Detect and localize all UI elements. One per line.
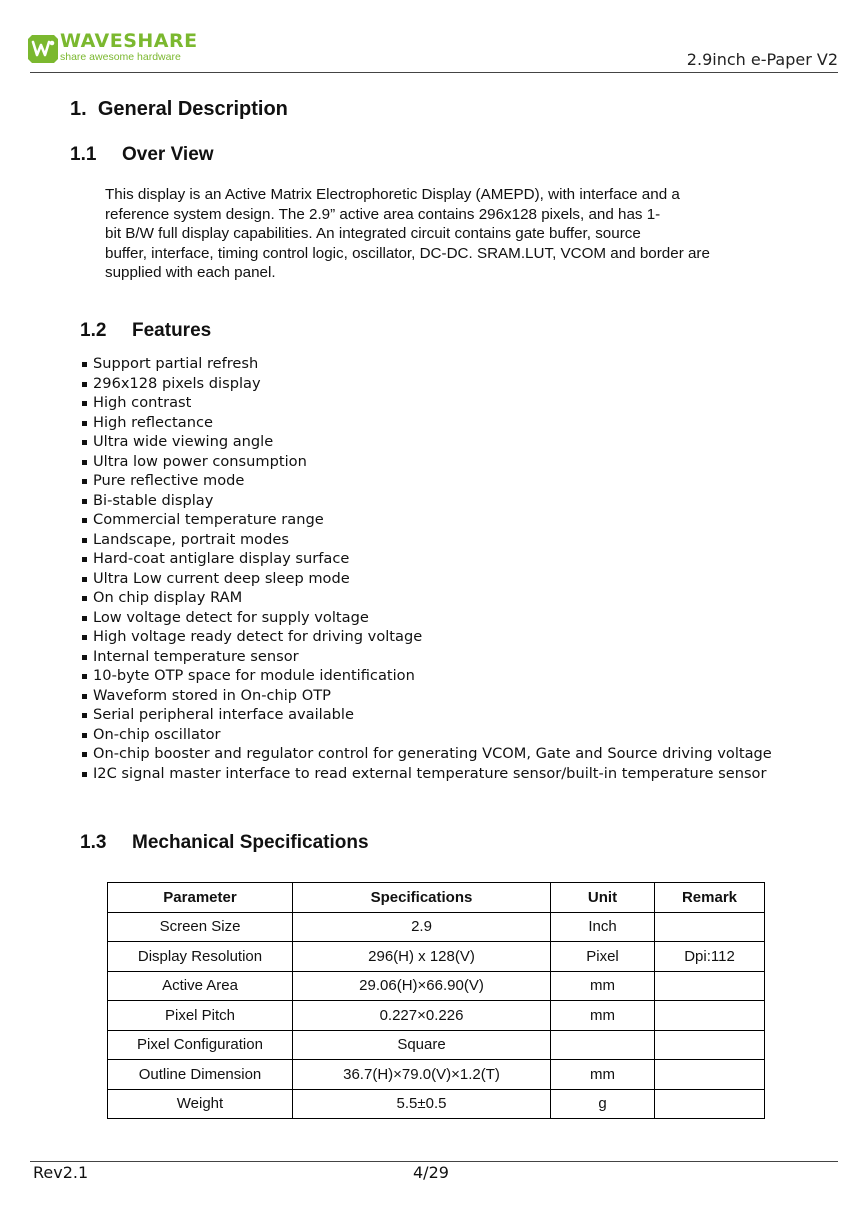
table-cell: Outline Dimension [108, 1060, 293, 1090]
feature-item: High voltage ready detect for driving voltage [82, 627, 802, 647]
overview-line: This display is an Active Matrix Electrophoretic Display (AMEPD), with interface and a [105, 186, 680, 203]
table-cell: 5.5±0.5 [293, 1089, 551, 1119]
feature-item: On-chip booster and regulator control for generating VCOM, Gate and Source driving voltage [82, 744, 802, 764]
header-divider [30, 72, 838, 73]
section-title: General Description [97, 98, 288, 120]
table-cell [655, 1001, 765, 1031]
column-header: Remark [655, 883, 765, 913]
table-row [108, 1060, 765, 1090]
document-title: 2.9inch e-Paper V2 [686, 50, 838, 69]
feature-item: High reflectance [82, 413, 802, 433]
table-cell [551, 1030, 655, 1060]
w-logo-icon [28, 33, 58, 63]
feature-item: Pure reflective mode [82, 471, 802, 491]
table-cell: g [551, 1089, 655, 1119]
feature-item: Bi-stable display [82, 491, 802, 511]
feature-item: On-chip oscillator [82, 725, 802, 745]
table-cell: Square [293, 1030, 551, 1060]
table-row [108, 1001, 765, 1031]
subsection-heading-overview [70, 144, 214, 166]
feature-item: Waveform stored in On-chip OTP [82, 686, 802, 706]
feature-item: Landscape, portrait modes [82, 530, 802, 550]
overview-line: supplied with each panel. [105, 264, 276, 282]
feature-item: High contrast [82, 393, 802, 413]
feature-item: 296x128 pixels display [82, 374, 802, 394]
table-cell: Dpi:112 [655, 942, 765, 972]
table-cell: Pixel Pitch [108, 1001, 293, 1031]
table-cell: Screen Size [108, 912, 293, 942]
table-cell [655, 1089, 765, 1119]
feature-item: I2C signal master interface to read external temperature sensor/built-in temperature sensor [82, 764, 802, 784]
subsection-heading-mechanical [80, 832, 369, 854]
subsection-title: Mechanical Specifications [132, 832, 369, 853]
section-number: 1. [70, 98, 87, 120]
waveshare-logo [28, 32, 198, 66]
feature-item: Support partial refresh [82, 354, 802, 374]
table-cell: Weight [108, 1089, 293, 1119]
table-cell: 36.7(H)×79.0(V)×1.2(T) [293, 1060, 551, 1090]
feature-item: Ultra Low current deep sleep mode [82, 569, 802, 589]
feature-item: 10-byte OTP space for module identification [82, 666, 802, 686]
feature-item: Ultra wide viewing angle [82, 432, 802, 452]
table-row [108, 912, 765, 942]
table-row [108, 1089, 765, 1119]
footer-revision: Rev2.1 [33, 1163, 89, 1182]
table-cell: Active Area [108, 971, 293, 1001]
table-cell [655, 912, 765, 942]
table-row [108, 942, 765, 972]
table-cell: Pixel Configuration [108, 1030, 293, 1060]
feature-item: Internal temperature sensor [82, 647, 802, 667]
footer-page-number: 4/29 [413, 1163, 449, 1182]
overview-line: reference system design. The 2.9” active area contains 296x128 pixels, and has 1- [105, 205, 661, 223]
table-row [108, 1030, 765, 1060]
subsection-title: Over View [122, 144, 214, 165]
table-cell: 0.227×0.226 [293, 1001, 551, 1031]
subsection-title: Features [132, 320, 212, 341]
subsection-heading-features [80, 320, 211, 342]
feature-item: On chip display RAM [82, 588, 802, 608]
table-cell: 2.9 [293, 912, 551, 942]
table-cell: 29.06(H)×66.90(V) [293, 971, 551, 1001]
overview-paragraph [105, 185, 805, 283]
subsection-number: 1.1 [70, 144, 97, 165]
table-cell [655, 1060, 765, 1090]
column-header: Unit [551, 883, 655, 913]
table-cell [655, 1030, 765, 1060]
table-cell: mm [551, 971, 655, 1001]
feature-item: Ultra low power consumption [82, 452, 802, 472]
brand-name: WAVESHARE [60, 30, 198, 52]
table-cell: 296(H) x 128(V) [293, 942, 551, 972]
column-header: Parameter [108, 883, 293, 913]
table-row [108, 971, 765, 1001]
footer-divider [30, 1161, 838, 1162]
subsection-number: 1.3 [80, 832, 107, 853]
overview-line: bit B/W full display capabilities. An integrated circuit contains gate buffer, source [105, 225, 641, 243]
column-header: Specifications [293, 883, 551, 913]
table-cell: Display Resolution [108, 942, 293, 972]
feature-item: Commercial temperature range [82, 510, 802, 530]
mechanical-specs-table [107, 882, 765, 1119]
subsection-number: 1.2 [80, 320, 107, 341]
feature-item: Hard-coat antiglare display surface [82, 549, 802, 569]
table-cell: mm [551, 1001, 655, 1031]
overview-line: buffer, interface, timing control logic, oscillator, DC-DC. SRAM.LUT, VCOM and border are [105, 244, 710, 262]
features-list [82, 354, 802, 783]
brand-tagline: share awesome hardware [60, 51, 181, 63]
table-cell: Inch [551, 912, 655, 942]
table-header-row [108, 883, 765, 913]
table-cell: Pixel [551, 942, 655, 972]
table-cell: mm [551, 1060, 655, 1090]
section-heading-general-description [70, 98, 288, 121]
table-cell [655, 971, 765, 1001]
feature-item: Low voltage detect for supply voltage [82, 608, 802, 628]
feature-item: Serial peripheral interface available [82, 705, 802, 725]
